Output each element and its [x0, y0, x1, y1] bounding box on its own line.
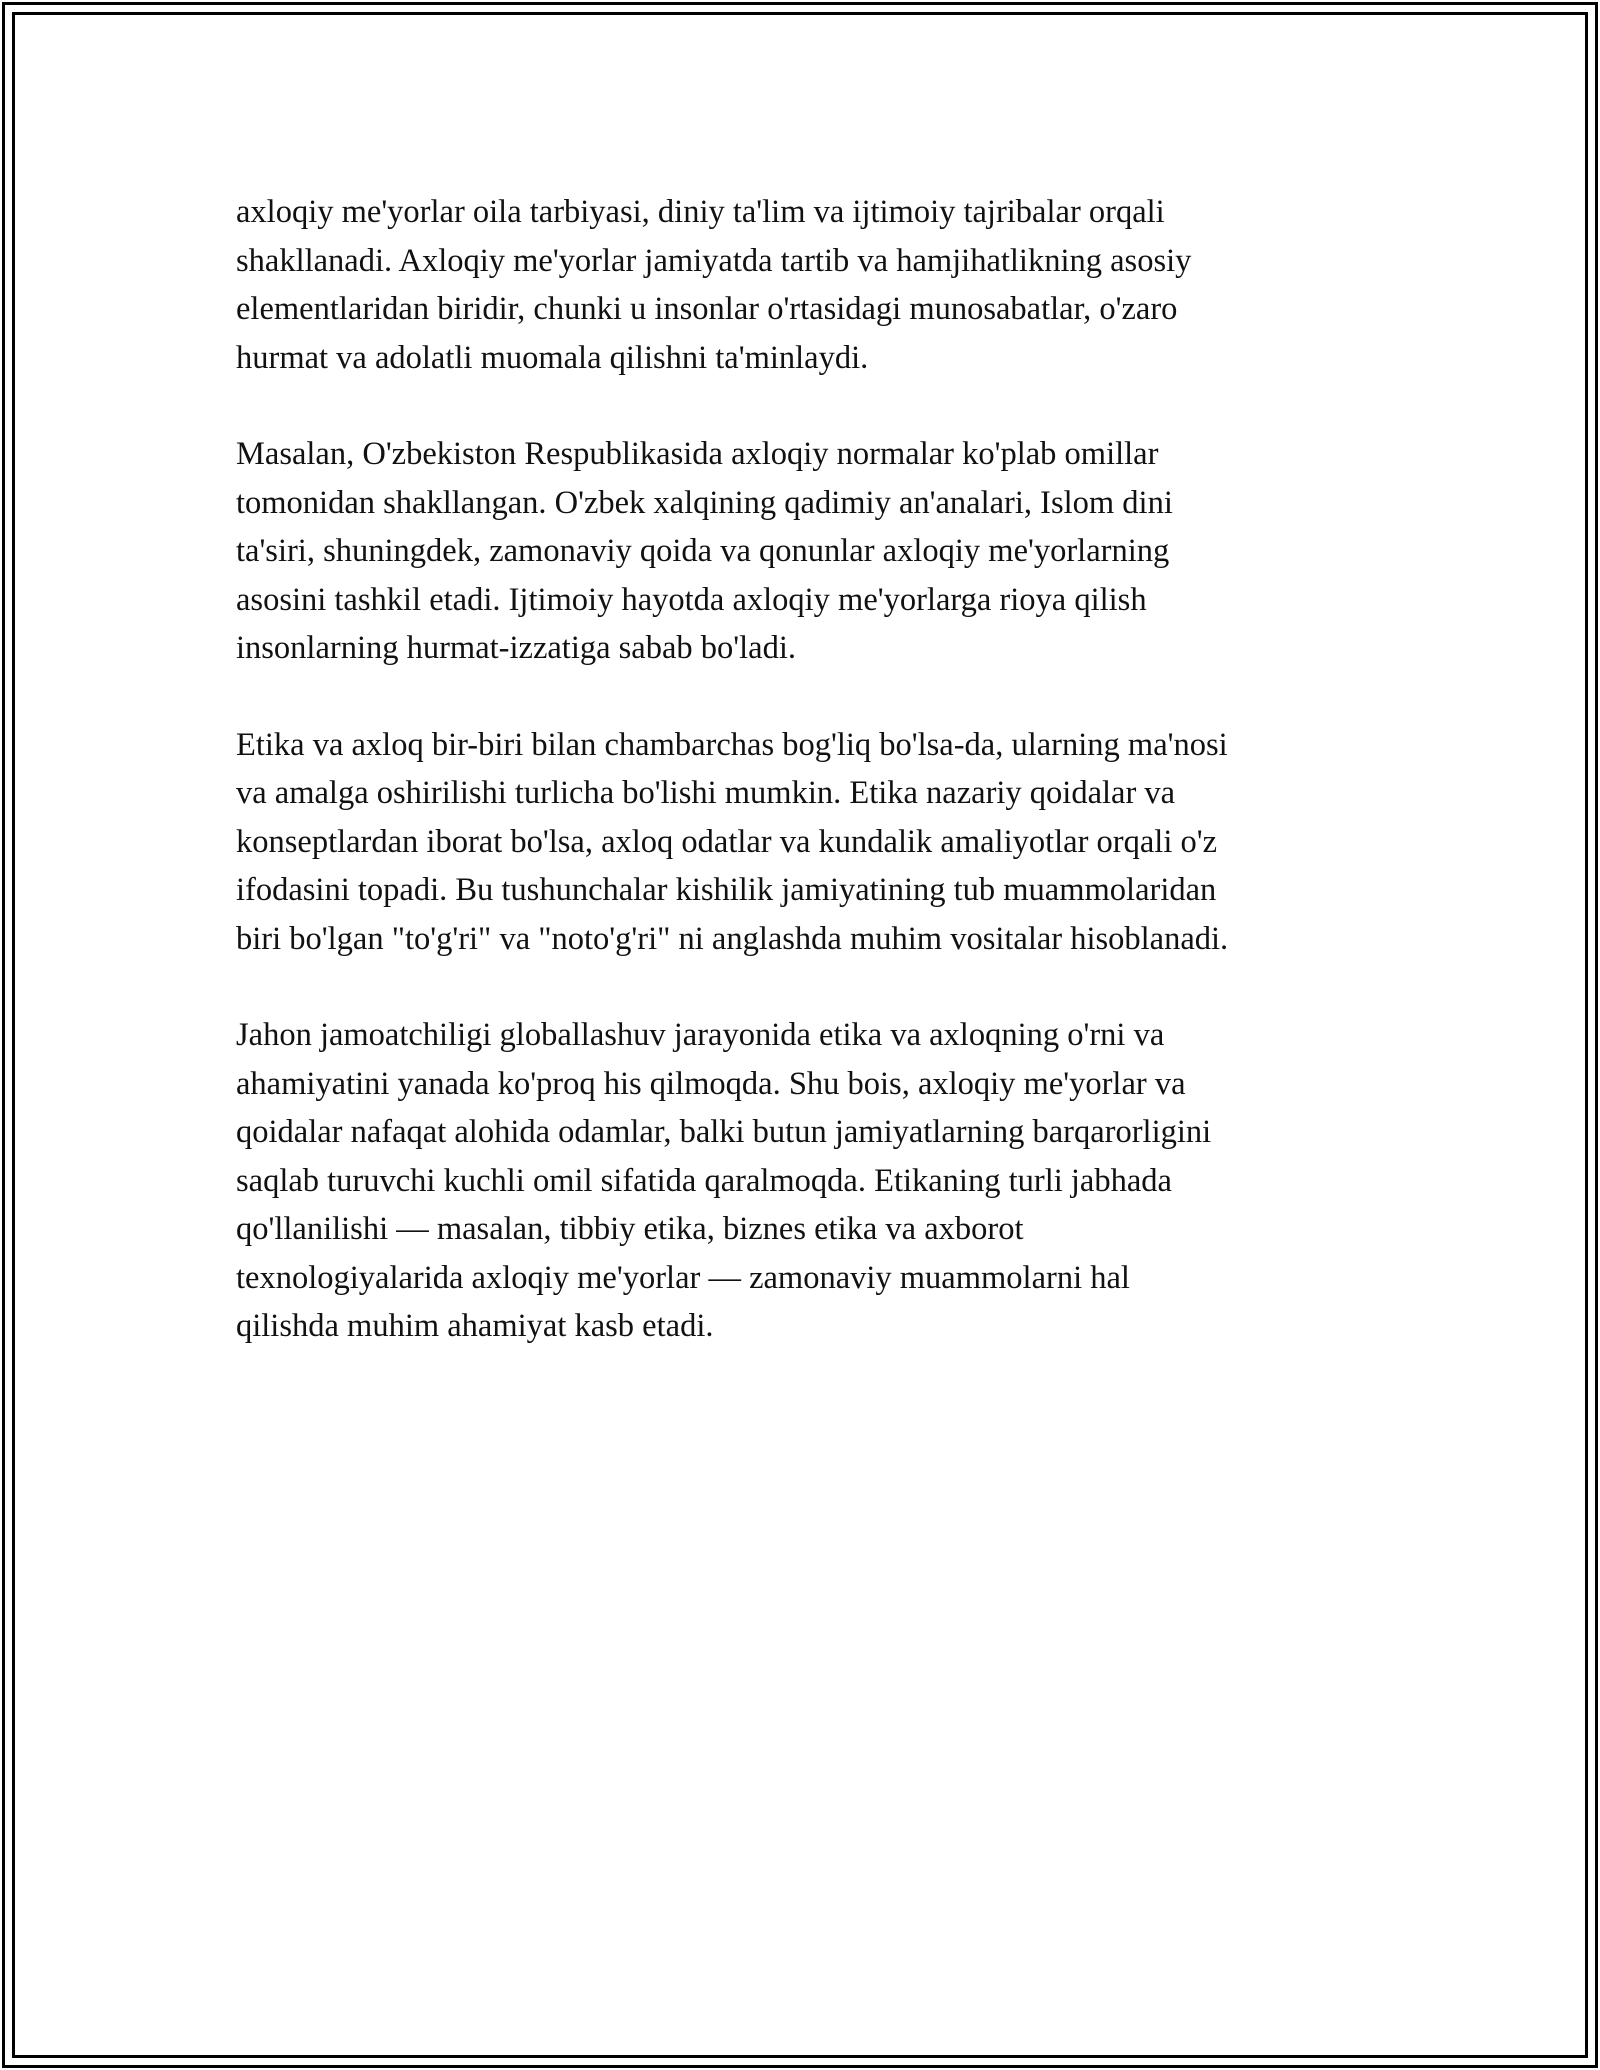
text-line: qilishda muhim ahamiyat kasb etadi. [236, 1308, 714, 1344]
text-line: shakllanadi. Axloqiy me'yorlar jamiyatda tartib va hamjihatlikning asosiy [236, 242, 1192, 279]
text-line: insonlarning hurmat-izzatiga sabab bo'ladi. [236, 630, 796, 666]
text-line: asosini tashkil etadi. Ijtimoiy hayotda axloqiy me'yorlarga rioya qilish [236, 581, 1147, 618]
text-line: tomonidan shakllangan. O'zbek xalqining qadimiy an'analari, Islom dini [236, 484, 1173, 521]
text-line: biri bo'lgan "to'g'ri" va "noto'g'ri" ni anglashda muhim vositalar hisoblanadi. [236, 920, 1229, 957]
text-line: ifodasini topadi. Bu tushunchalar kishilik jamiyatining tub muammolaridan [236, 872, 1217, 908]
text-line: elementlaridan biridir, chunki u insonlar o'rtasidagi munosabatlar, o'zaro [236, 291, 1178, 327]
text-line: qo'llanilishi — masalan, tibbiy etika, biznes etika va axborot [236, 1211, 1024, 1247]
text-line: va amalga oshirilishi turlicha bo'lishi mumkin. Etika nazariy qoidalar va [236, 775, 1176, 811]
text-line: Jahon jamoatchiligi globallashuv jarayonida etika va axloqning o'rni va [236, 1017, 1165, 1053]
paragraph-1 [236, 188, 1366, 382]
text-line: hurmat va adolatli muomala qilishni ta'minlaydi. [236, 339, 869, 376]
text-line: Etika va axloq bir-biri bilan chambarchas bog'liq bo'lsa-da, ularning ma'nosi [236, 726, 1228, 763]
text-line: ta'siri, shuningdek, zamonaviy qoida va qonunlar axloqiy me'yorlarning [236, 533, 1170, 569]
text-line: konseptlardan iborat bo'lsa, axloq odatlar va kundalik amaliyotlar orqali o'z [236, 823, 1217, 860]
text-line: Masalan, O'zbekiston Respublikasida axloqiy normalar ko'plab omillar [236, 436, 1159, 472]
text-line: saqlab turuvchi kuchli omil sifatida qaralmoqda. Etikaning turli jabhada [236, 1162, 1172, 1199]
text-line: axloqiy me'yorlar oila tarbiyasi, diniy ta'lim va ijtimoiy tajribalar orqali [236, 194, 1165, 230]
paragraph-2 [236, 430, 1366, 673]
paragraph-3 [236, 721, 1366, 964]
paragraph-4 [236, 1011, 1366, 1351]
text-line: ahamiyatini yanada ko'proq his qilmoqda. Shu bois, axloqiy me'yorlar va [236, 1065, 1186, 1102]
document-body [236, 188, 1366, 1399]
text-line: texnologiyalarida axloqiy me'yorlar — zamonaviy muammolarni hal [236, 1259, 1130, 1296]
text-line: qoidalar nafaqat alohida odamlar, balki butun jamiyatlarning barqarorligini [236, 1114, 1212, 1150]
